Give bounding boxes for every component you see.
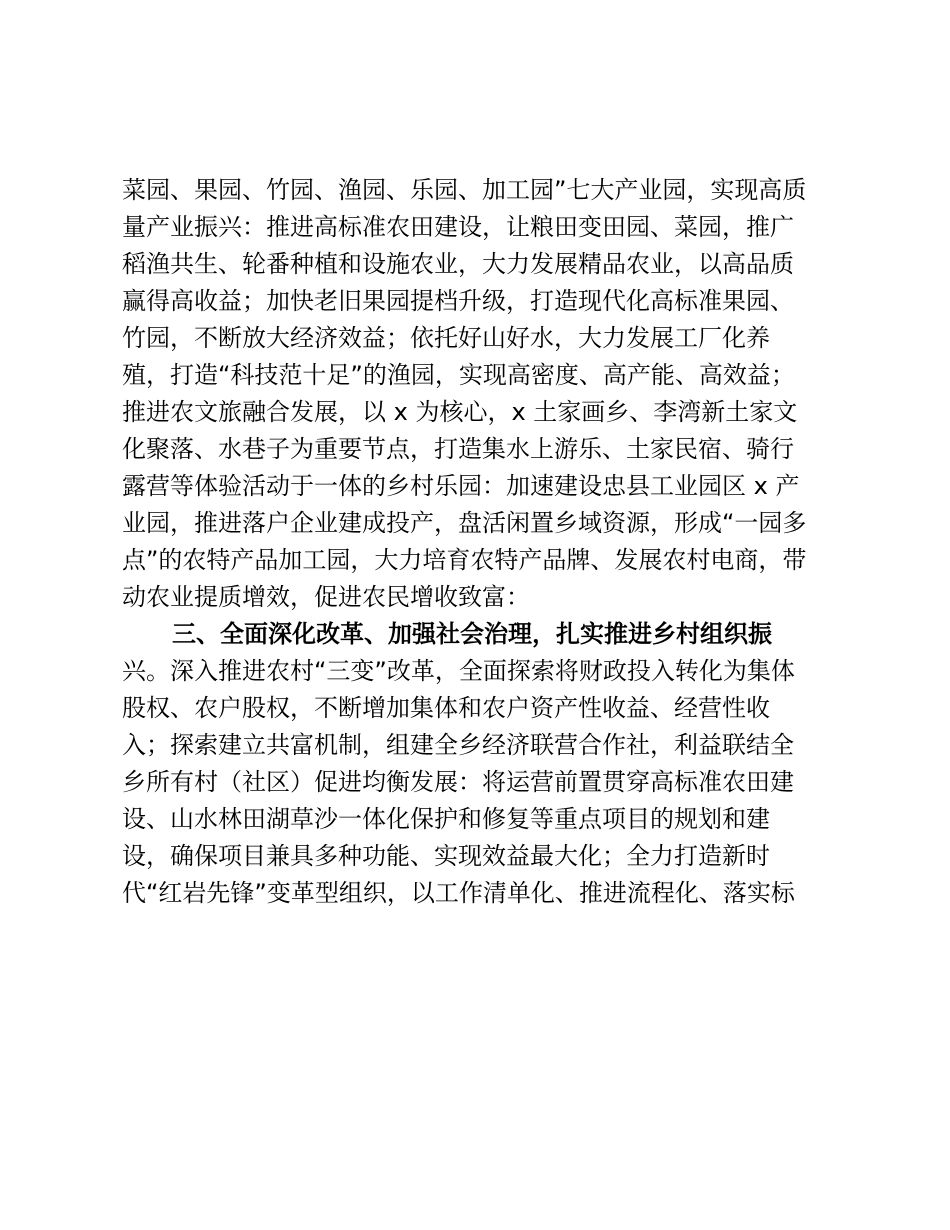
text-line: 点”的农特产品加工园，大力培育农特产品牌、发展农村电商，带 <box>122 546 807 574</box>
text-line: 赢得高收益；加快老旧果园提档升级，打造现代化高标准果园、 <box>122 287 794 315</box>
section-heading-line: 三、全面深化改革、加强社会治理，扎实推进乡村组织振 <box>172 620 772 648</box>
text-line: 设、山水林田湖草沙一体化保护和修复等重点项目的规划和建 <box>122 805 770 833</box>
text-line: 股权、农户股权，不断增加集体和农户资产性收益、经营性收 <box>122 694 770 722</box>
text-line: 兴。深入推进农村“三变”改革，全面探索将财政投入转化为集体 <box>122 657 795 685</box>
text-line: 动农业提质增效，促进农民增收致富： <box>122 583 530 611</box>
text-line: 殖，打造“科技范十足”的渔园，实现高密度、高产能、高效益； <box>122 361 795 389</box>
text-line: 量产业振兴：推进高标准农田建设，让粮田变田园、菜园，推广 <box>122 213 794 241</box>
text-line: 业园，推进落户企业建成投产，盘活闲置乡域资源，形成“一园多 <box>122 509 807 537</box>
text-line: 代“红岩先锋”变革型组织，以工作清单化、推进流程化、落实标 <box>122 879 795 907</box>
text-line: 推进农文旅融合发展，以 x 为核心，x 土家画乡、李湾新土家文 <box>122 398 798 426</box>
text-line: 露营等体验活动于一体的乡村乐园：加速建设忠县工业园区 x 产 <box>122 472 800 500</box>
text-line: 化聚落、水巷子为重要节点，打造集水上游乐、土家民宿、骑行 <box>122 435 794 463</box>
text-line: 菜园、果园、竹园、渔园、乐园、加工园”七大产业园，实现高质 <box>122 176 807 204</box>
text-line: 稻渔共生、轮番种植和设施农业，大力发展精品农业，以高品质 <box>122 250 794 278</box>
text-line: 设，确保项目兼具多种功能、实现效益最大化；全力打造新时 <box>122 842 770 870</box>
text-line: 乡所有村（社区）促进均衡发展：将运营前置贯穿高标准农田建 <box>122 768 794 796</box>
text-line: 入；探索建立共富机制，组建全乡经济联营合作社，利益联结全 <box>122 731 794 759</box>
text-line: 竹园，不断放大经济效益；依托好山好水，大力发展工厂化养 <box>122 324 770 352</box>
